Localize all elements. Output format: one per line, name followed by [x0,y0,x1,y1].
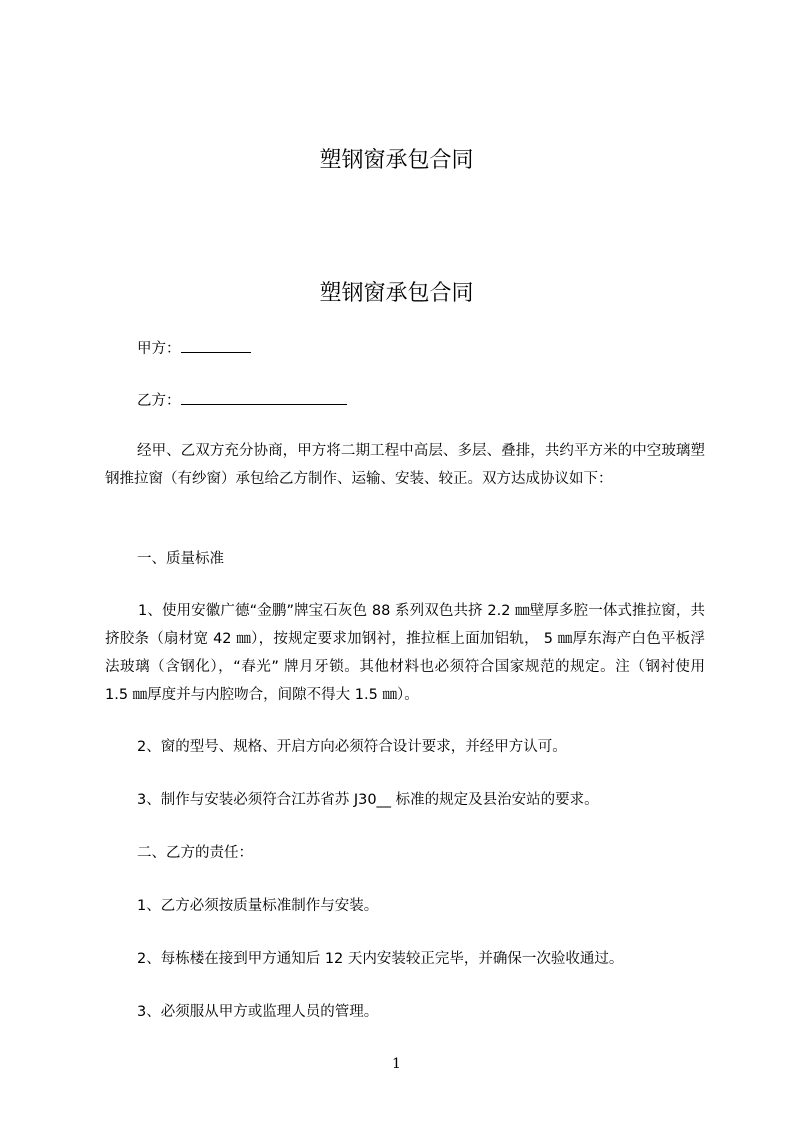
party-a-line [137,338,251,359]
party-a-blank [181,338,251,353]
section1-item-3: 3、制作与安装必须符合江苏省苏 J30__ 标准的规定及县治安站的要求。 [137,792,599,808]
section2-item-2: 2、每栋楼在接到甲方通知后 12 天内安装较正完毕，并确保一次验收通过。 [137,951,624,967]
contract-title: 塑钢窗承包合同 [319,281,474,306]
document-header-title: 塑钢窗承包合同 [319,148,474,173]
section1-heading: 一、质量标准 [137,551,224,567]
section2-item-3: 3、必须服从甲方或监理人员的管理。 [137,1004,379,1020]
section1-item-1: 1、使用安徽广德“金鹏”牌宝石灰色 88 系列双色共挤 2.2 ㎜壁厚多腔一体式推拉窗，共挤胶条（扇材宽 42 ㎜），按规定要求加钢衬，推拉框上面加铝轨， 5 ㎜厚东海产白色平板浮法玻璃（含钢化），“春光” 牌月牙锁。其他材料也必须符合国家规范的规定。注（钢衬使用 1.5 ㎜厚度并与内腔吻合，间隙不得大 1.5 ㎜）。 [105,603,705,703]
section2-item-1: 1、乙方必须按质量标准制作与安装。 [137,898,379,914]
section1-item-2: 2、窗的型号、规格、开启方向必须符合设计要求，并经甲方认可。 [137,739,567,755]
section2-heading: 二、乙方的责任： [137,845,253,861]
party-b-label: 乙方： [137,393,181,409]
page-number: 1 [392,1056,401,1072]
party-b-line [137,390,347,411]
party-a-label: 甲方： [137,341,181,357]
party-b-blank [181,390,347,405]
intro-paragraph: 经甲、乙双方充分协商，甲方将二期工程中高层、多层、叠排，共约平方米的中空玻璃塑钢推拉窗（有纱窗）承包给乙方制作、运输、安装、较正。双方达成协议如下： [105,443,705,487]
